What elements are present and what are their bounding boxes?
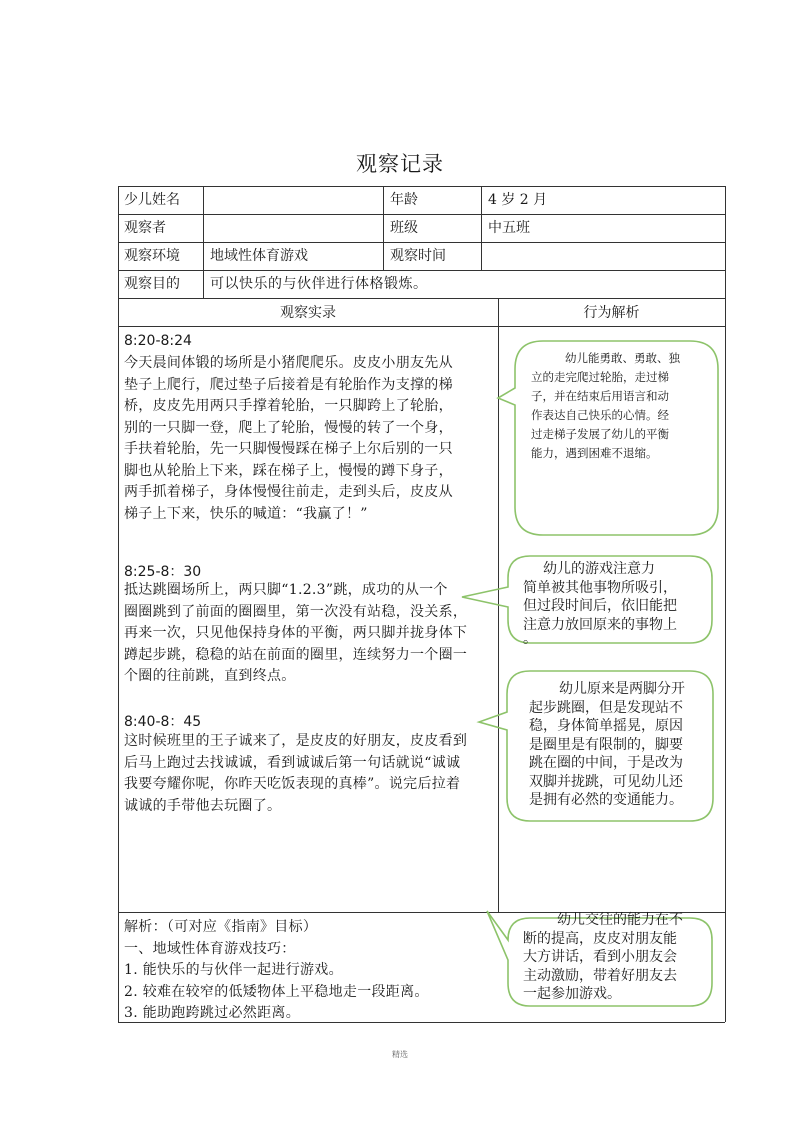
record-line: 这时候班里的王子诚来了，是皮皮的好朋友，皮皮看到 xyxy=(124,733,468,749)
record-line: 蹲起步跳，稳稳的站在前面的圈里，连续努力一个圈一 xyxy=(124,646,468,663)
note-line: 一起参加游戏。 xyxy=(523,986,621,1002)
note-line: 。 xyxy=(523,631,537,647)
record-line: 桥，皮皮先用两只手撑着轮胎，一只脚跨上了轮胎， xyxy=(124,398,453,414)
age-label: 年龄 xyxy=(390,192,418,208)
purpose-label: 观察目的 xyxy=(124,276,180,292)
note-line: 子，并在结束后用语言和动 xyxy=(531,389,669,403)
note-line: 大方讲话，看到小朋友会 xyxy=(523,949,677,965)
record-line: 诚诚的手带他去玩圈了。 xyxy=(124,797,282,814)
record-line: 别的一只脚一登，爬上了轮胎，慢慢的转了一个身， xyxy=(124,419,453,436)
note-line: 能力，遇到困难不退缩。 xyxy=(531,446,658,460)
note-line: 幼儿原来是两脚分开 xyxy=(559,681,685,697)
note-line: 稳，身体简单摇晃，原因 xyxy=(529,718,683,734)
analysis-item: 3. 能助跑跨跳过必然距离。 xyxy=(124,1005,301,1020)
note-line: 简单被其他事物所吸引， xyxy=(523,579,677,596)
record-line: 个圈的往前跳，直到终点。 xyxy=(124,668,296,684)
bubble-note xyxy=(523,560,708,647)
record-line: 再来一次，只见他保持身体的平衡，两只脚并拢身体下 xyxy=(124,625,468,641)
record-line: 垫子上爬行，爬过垫子后接着是有轮胎作为支撑的梯 xyxy=(124,376,453,393)
record-time: 8:40-8：45 xyxy=(124,714,202,730)
age-value: 4 岁 2 月 xyxy=(488,192,548,208)
observer-label: 观察者 xyxy=(124,220,166,236)
note-line: 幼儿的游戏注意力 xyxy=(543,561,655,577)
note-line: 起步跳圈，但是发现站不 xyxy=(529,699,683,716)
analysis-item: 2. 较难在较窄的低矮物体上平稳地走一段距离。 xyxy=(124,983,429,1000)
note-line: 立的走完爬过轮胎，走过梯 xyxy=(531,370,669,384)
bubble-note xyxy=(523,911,708,1004)
record-line: 两手抓着梯子，身体慢慢往前走，走到头后，皮皮从 xyxy=(124,484,453,500)
environment-label: 观察环境 xyxy=(124,248,180,264)
note-line: 幼儿交往的能力在不 xyxy=(557,912,683,928)
analysis-item: 1. 能快乐的与伙伴一起进行游戏。 xyxy=(124,962,343,978)
note-line: 注意力放回原来的事物上 xyxy=(523,616,677,633)
note-line: 是圈里是有限制的，脚要 xyxy=(529,736,683,753)
child-name-label: 少儿姓名 xyxy=(124,192,180,208)
analysis-subheading: 一、地域性体育游戏技巧： xyxy=(124,940,296,957)
record-time: 8:25-8：30 xyxy=(124,564,202,580)
note-line: 是拥有必然的变通能力。 xyxy=(529,792,683,808)
note-line: 幼儿能勇敢、勇敢、独 xyxy=(565,351,680,365)
record-line: 今天晨间体锻的场所是小猪爬爬乐。皮皮小朋友先从 xyxy=(124,355,453,371)
note-line: 主动激励，带着好朋友去 xyxy=(523,967,677,984)
note-line: 作表达自己快乐的心情。经 xyxy=(531,408,669,422)
note-line: 断的提高，皮皮对朋友能 xyxy=(523,930,677,947)
record-line: 圈圈跳到了前面的圈圈里，第一次没有站稳，没关系， xyxy=(124,603,468,620)
record-line: 梯子上下来，快乐的喊道：“我赢了！” xyxy=(124,505,368,522)
page-footer: 精选 xyxy=(392,1050,408,1059)
record-line: 脚也从轮胎上下来，踩在梯子上，慢慢的蹲下身子， xyxy=(124,462,453,479)
environment-value: 地域性体育游戏 xyxy=(210,248,308,264)
note-line: 但过段时间后，依旧能把 xyxy=(523,598,677,614)
class-value: 中五班 xyxy=(488,220,530,236)
note-line: 跳在圈的中间，于是改为 xyxy=(529,755,683,771)
record-header: 观察实录 xyxy=(280,305,336,321)
page-title: 观察记录 xyxy=(356,152,444,176)
note-line: 双脚并拢跳，可见幼儿还 xyxy=(529,773,683,790)
observation-time-label: 观察时间 xyxy=(390,248,446,264)
purpose-value: 可以快乐的与伙伴进行体格锻炼。 xyxy=(210,276,428,292)
record-time: 8:20-8:24 xyxy=(124,333,192,349)
analysis-header: 行为解析 xyxy=(583,305,640,321)
analysis-heading: 解析：（可对应《指南》目标） xyxy=(124,919,318,935)
record-line: 抵达跳圈场所上，两只脚“1.2.3”跳，成功的从一个 xyxy=(124,582,448,598)
record-line: 后马上跑过去找诚诚，看到诚诚后第一句话就说“诚诚 xyxy=(124,754,461,771)
note-line: 过走梯子发展了幼儿的平衡 xyxy=(531,427,669,441)
analysis-section xyxy=(124,917,494,1020)
record-line: 手扶着轮胎，先一只脚慢慢踩在梯子上尔后别的一只 xyxy=(124,441,453,457)
record-line: 我要夸耀你呢，你昨天吃饭表现的真棒”。说完后拉着 xyxy=(124,776,461,792)
bubble-note xyxy=(529,680,709,810)
class-label: 班级 xyxy=(390,220,418,236)
bubble-note xyxy=(531,349,706,463)
